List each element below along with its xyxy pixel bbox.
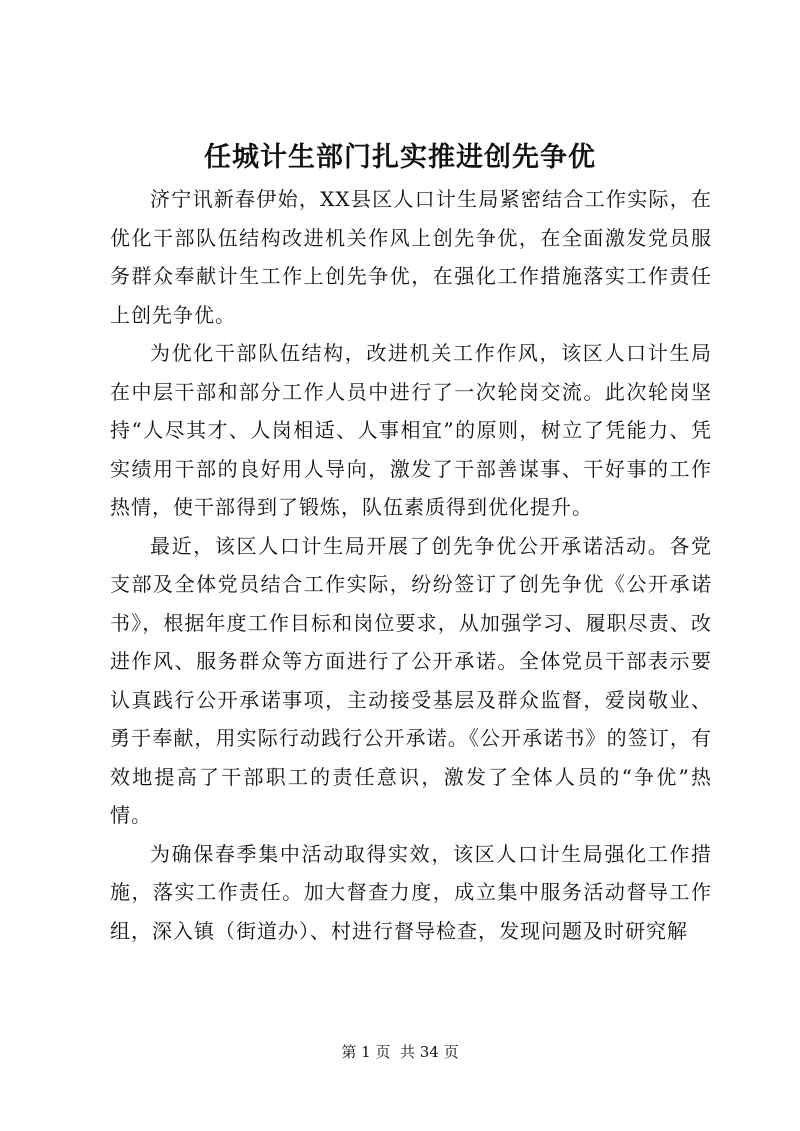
paragraph-1: 济宁讯新春伊始，XX县区人口计生局紧密结合工作实际，在优化干部队伍结构改进机关作风上创先争优，在全面激发党员服务群众奉献计生工作上创先争优，在强化工作措施落实工作责任上创先争优。 <box>110 187 712 327</box>
page-title: 任城计生部门扎实推进创先争优 <box>204 142 596 173</box>
page-footer <box>0 1042 800 1062</box>
paragraph-2: 为优化干部队伍结构，改进机关工作作风，该区人口计生局在中层干部和部分工作人员中进行了一次轮岗交流。此次轮岗坚持“人尽其才、人岗相适、人事相宜”的原则，树立了凭能力、凭实绩用干部的良好用人导向，激发了干部善谋事、干好事的工作热情，使干部得到了锻炼，队伍素质得到优化提升。 <box>110 341 712 519</box>
paragraph-4: 为确保春季集中活动取得实效，该区人口计生局强化工作措施，落实工作责任。加大督查力度，成立集中服务活动督导工作组，深入镇（街道办）、村进行督导检查，发现问题及时研究解 <box>110 841 712 943</box>
page-number: 第 1 页 共 34 页 <box>341 1043 459 1061</box>
paragraph-3: 最近，该区人口计生局开展了创先争优公开承诺活动。各党支部及全体党员结合工作实际，纷纷签订了创先争优《公开承诺书》，根据年度工作目标和岗位要求，从加强学习、履职尽责、改进作风、服务群众等方面进行了公开承诺。全体党员干部表示要认真践行公开承诺事项，主动接受基层及群众监督，爱岗敬业、勇于奉献，用实际行动践行公开承诺。《公开承诺书》的签订，有效地提高了干部职工的责任意识，激发了全体人员的“争优”热情。 <box>110 533 712 827</box>
document-body <box>110 180 712 950</box>
